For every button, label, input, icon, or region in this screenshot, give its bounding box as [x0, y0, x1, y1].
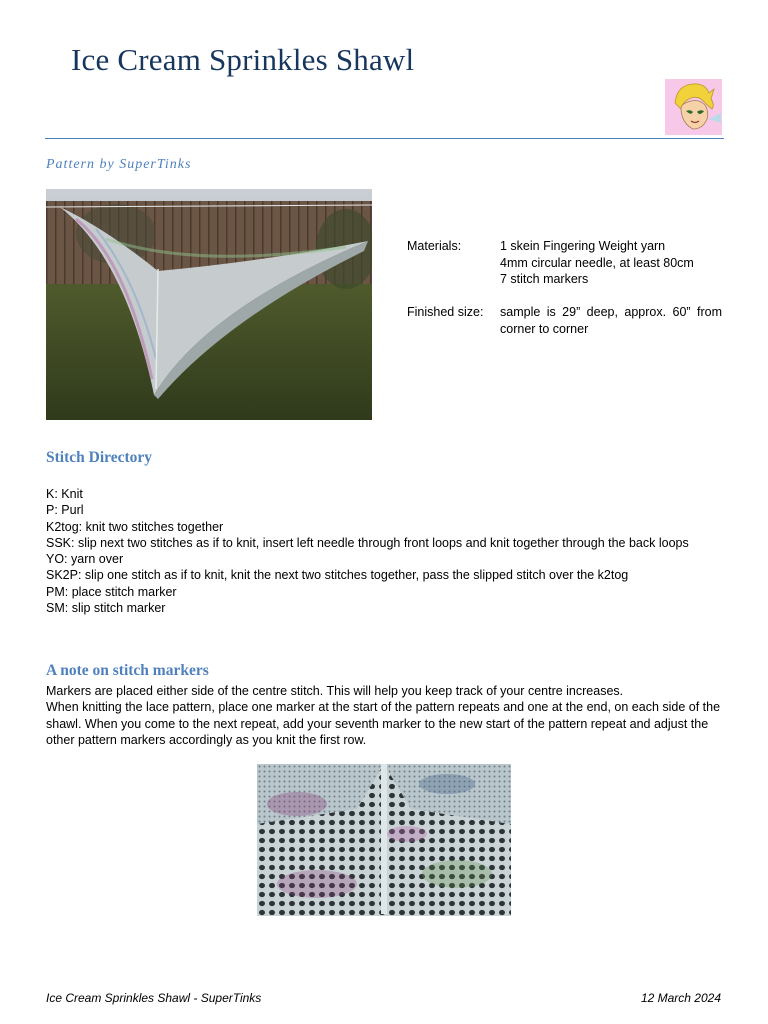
header-divider	[45, 138, 724, 139]
stitch-item-k: K: Knit	[46, 487, 83, 501]
stitch-directory-list	[46, 486, 726, 616]
stitch-directory-heading: Stitch Directory	[46, 449, 153, 466]
footer-date: 12 March 2024	[640, 991, 721, 1005]
note-paragraph-2: When knitting the lace pattern, place one marker at the start of the pattern repeats and one at the end, on each side of the shawl. When you come to the next repeat, add your seventh marker to the new start of the pattern repeat and adjust the other pattern markers accordingly as you knit the first row.	[46, 700, 721, 747]
finished-size-line-1: sample is 29” deep, approx. 60” from	[500, 305, 722, 319]
note-paragraph-1: Markers are placed either side of the centre stitch. This will help you keep track of your centre increases.	[46, 684, 624, 698]
footer-document-title: Ice Cream Sprinkles Shawl - SuperTinks	[46, 991, 262, 1005]
stitch-item-sm: SM: slip stitch marker	[46, 601, 166, 616]
stitch-item-pm: PM: place stitch marker	[46, 584, 177, 599]
stitch-item-k2tog: K2tog: knit two stitches together	[46, 519, 224, 534]
stitch-markers-heading: A note on stitch markers	[46, 662, 209, 679]
fairy-logo-image	[665, 79, 722, 135]
materials-line-3: 7 stitch markers	[500, 272, 589, 286]
stitch-item-yo: YO: yarn over	[46, 552, 124, 567]
shawl-photo	[46, 189, 372, 420]
page-title: Ice Cream Sprinkles Shawl	[71, 42, 415, 77]
stitch-item-sk2p: SK2P: slip one stitch as if to knit, knit the next two stitches together, pass the slipped stitch over the k2tog	[46, 568, 629, 583]
materials-line-2: 4mm circular needle, at least 80cm	[500, 255, 694, 270]
stitch-item-ssk: SSK: slip next two stitches as if to knit, insert left needle through front loops and knit together through the back loops	[46, 535, 689, 550]
stitch-item-p: P: Purl	[46, 503, 84, 518]
materials-label: Materials:	[407, 239, 462, 253]
finished-size-label: Finished size:	[407, 305, 484, 319]
materials-line-1: 1 skein Fingering Weight yarn	[500, 239, 666, 253]
finished-size-line-2: corner to corner	[500, 321, 589, 336]
stitch-markers-note	[46, 683, 726, 748]
lace-closeup-photo	[257, 764, 511, 916]
pattern-byline: Pattern by SuperTinks	[46, 157, 192, 172]
